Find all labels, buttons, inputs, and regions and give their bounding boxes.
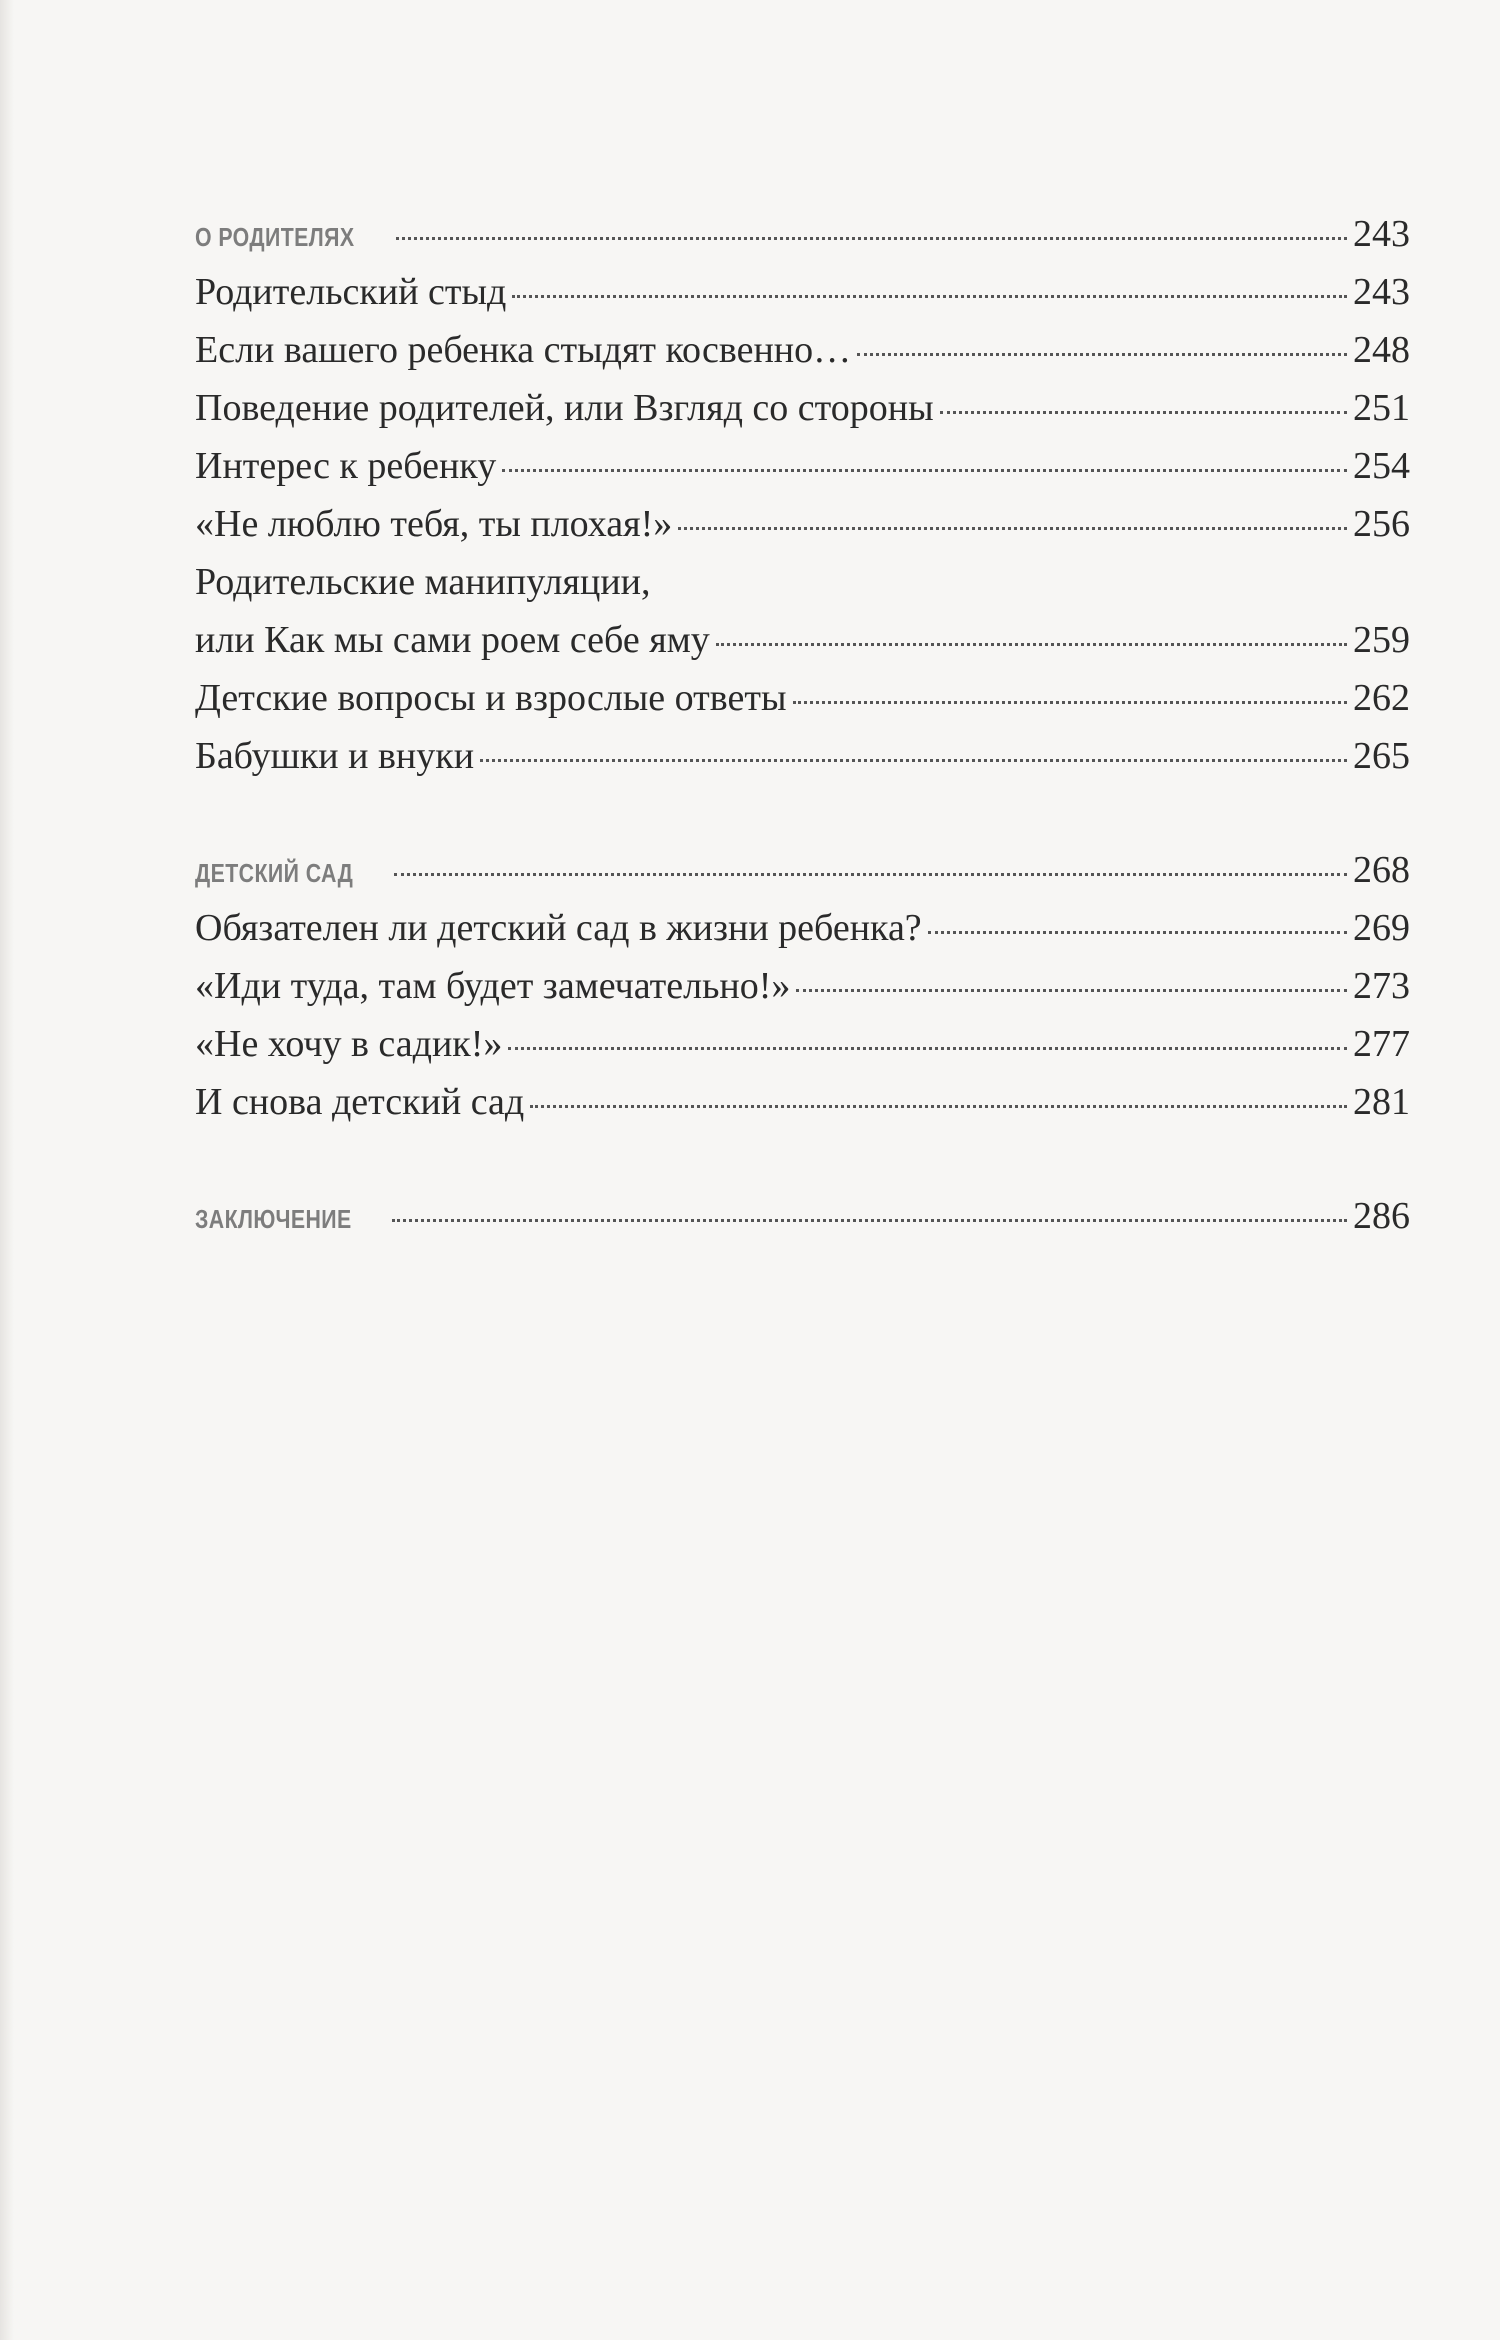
dot-leader [396, 237, 1347, 240]
toc-entry-title: Поведение родителей, или Взгляд со стороны [195, 387, 934, 429]
toc-page-number: 254 [1353, 445, 1410, 487]
toc-heading-title: О РОДИТЕЛЯХ [195, 222, 355, 252]
dot-leader [678, 527, 1347, 530]
dot-leader [940, 411, 1347, 414]
toc-page-number: 243 [1353, 271, 1410, 313]
toc-page-number: 262 [1353, 677, 1410, 719]
dot-leader [716, 643, 1347, 646]
toc-entry[interactable] [195, 263, 1410, 321]
toc-page-number: 277 [1353, 1023, 1410, 1065]
dot-leader [480, 759, 1347, 762]
toc-entry[interactable] [195, 899, 1410, 957]
toc-entry[interactable] [195, 727, 1410, 785]
toc-section-conclusion [195, 1187, 1410, 1245]
dot-leader [857, 353, 1347, 356]
toc-entry-title: Обязателен ли детский сад в жизни ребенка? [195, 907, 922, 949]
dot-leader [502, 469, 1347, 472]
toc-page-number: 256 [1353, 503, 1410, 545]
toc-entry-title: Детские вопросы и взрослые ответы [195, 677, 787, 719]
toc-entry-title: Интерес к ребенку [195, 445, 497, 487]
dot-leader [512, 295, 1347, 298]
toc-entry-line [195, 611, 1410, 669]
dot-leader [392, 1219, 1347, 1222]
toc-page-number: 248 [1353, 329, 1410, 371]
toc-page-number: 259 [1353, 619, 1410, 661]
toc-section-kindergarten [195, 841, 1410, 1131]
toc-heading[interactable] [195, 1187, 1410, 1245]
dot-leader [394, 873, 1347, 876]
toc-entry-title: или Как мы сами роем себе яму [195, 619, 710, 661]
toc-heading-title: ДЕТСКИЙ САД [195, 858, 354, 888]
toc-entry[interactable] [195, 553, 1410, 669]
toc-page-number: 251 [1353, 387, 1410, 429]
toc-entry-title: И снова детский сад [195, 1081, 525, 1123]
toc-page-number: 243 [1353, 213, 1410, 255]
toc-entry[interactable] [195, 495, 1410, 553]
toc-page-number: 265 [1353, 735, 1410, 777]
toc-entry[interactable] [195, 1073, 1410, 1131]
toc-entry-title: Родительский стыд [195, 271, 507, 313]
toc-entry-title: Бабушки и внуки [195, 735, 475, 777]
toc-entry-title: «Не люблю тебя, ты плохая!» [195, 503, 673, 545]
toc-entry-title: «Иди туда, там будет замечательно!» [195, 965, 791, 1007]
dot-leader [508, 1047, 1347, 1050]
page-edge-shadow [0, 0, 14, 2340]
dot-leader [796, 989, 1347, 992]
toc-entry-title: «Не хочу в садик!» [195, 1023, 503, 1065]
toc-entry-line [195, 553, 1410, 611]
toc-entry[interactable] [195, 1015, 1410, 1073]
table-of-contents [195, 205, 1410, 1301]
toc-entry[interactable] [195, 957, 1410, 1015]
toc-entry-title: Родительские манипуляции, [195, 561, 651, 603]
toc-heading-title: ЗАКЛЮЧЕНИЕ [195, 1204, 352, 1234]
toc-page-number: 281 [1353, 1081, 1410, 1123]
dot-leader [530, 1105, 1347, 1108]
dot-leader [928, 931, 1347, 934]
toc-page-number: 273 [1353, 965, 1410, 1007]
toc-entry[interactable] [195, 321, 1410, 379]
toc-entry-title: Если вашего ребенка стыдят косвенно… [195, 329, 852, 371]
toc-page-number: 269 [1353, 907, 1410, 949]
toc-entry[interactable] [195, 437, 1410, 495]
toc-page-number: 268 [1353, 849, 1410, 891]
toc-entry[interactable] [195, 379, 1410, 437]
toc-section-parents [195, 205, 1410, 785]
dot-leader [793, 701, 1347, 704]
toc-page-number: 286 [1353, 1195, 1410, 1237]
toc-entry[interactable] [195, 669, 1410, 727]
toc-heading[interactable] [195, 205, 1410, 263]
toc-heading[interactable] [195, 841, 1410, 899]
